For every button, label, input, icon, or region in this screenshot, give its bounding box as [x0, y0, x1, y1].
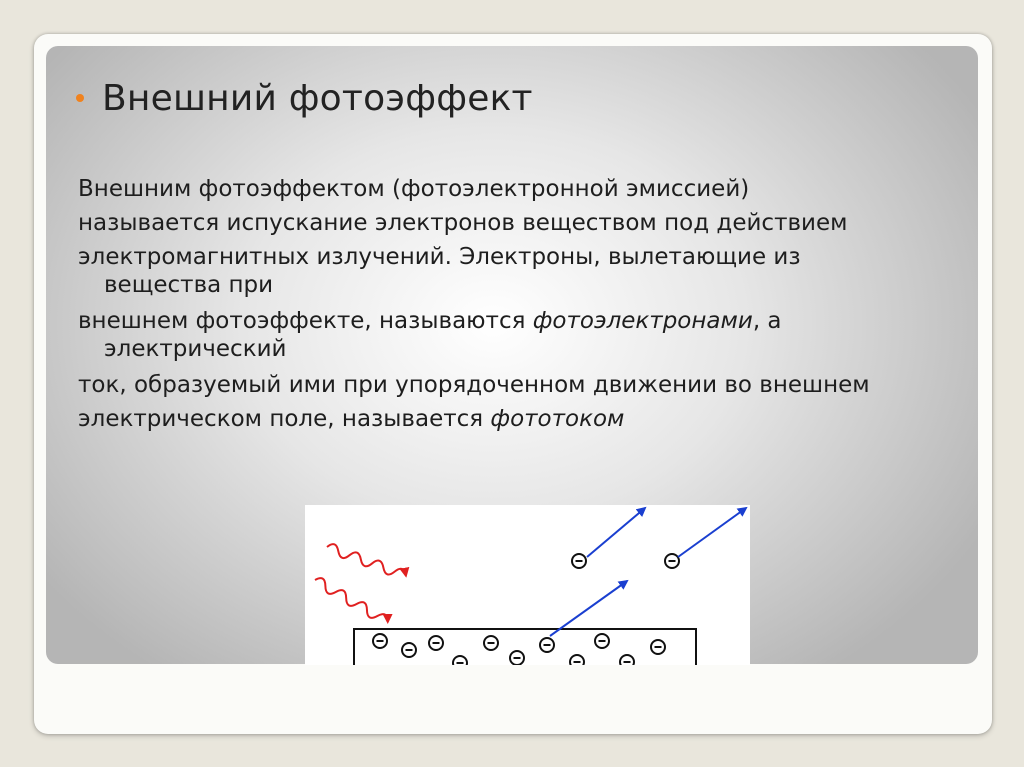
electron-icon [510, 651, 524, 665]
electron-icon [373, 634, 387, 648]
blue-arrow [550, 581, 627, 636]
photoeffect-diagram [305, 505, 750, 665]
body-line: электромагнитных излучений. Электроны, вылетающие из [78, 244, 801, 270]
body-text: , а [752, 308, 782, 334]
bullet-icon [76, 94, 84, 102]
blue-arrow [587, 508, 645, 557]
electron-icon [572, 554, 586, 568]
electron-icon [570, 655, 584, 665]
slide-body [78, 172, 968, 436]
blue-arrow [678, 508, 746, 557]
slide-title: Внешний фотоэффект [102, 77, 533, 119]
electron-icon [620, 655, 634, 665]
diagram-svg [305, 505, 750, 665]
electron-icon [540, 638, 554, 652]
body-line: вещества при [104, 272, 274, 298]
electron-icon [453, 656, 467, 665]
wavy-radiation-arrow [313, 576, 391, 627]
electron-icon [429, 636, 443, 650]
body-line: Внешним фотоэффектом (фотоэлектронной эмиссией) [78, 176, 750, 202]
electron-icon [402, 643, 416, 657]
body-line: ток, образуемый ими при упорядоченном движении во внешнем [78, 372, 870, 398]
title-row [76, 74, 533, 122]
electron-icon [595, 634, 609, 648]
body-text: электрическом поле, называется [78, 406, 491, 432]
body-line [78, 402, 968, 436]
body-text: внешнем фотоэффекте, называются [78, 308, 533, 334]
body-line: электрический [104, 336, 287, 362]
electron-icon [665, 554, 679, 568]
term-photoelectrons: фотоэлектронами [532, 308, 753, 334]
wavy-radiation-arrow [325, 542, 407, 580]
body-line: называется испускание электронов веществом под действием [78, 210, 848, 236]
term-photocurrent: фототоком [490, 406, 625, 432]
electron-icon [651, 640, 665, 654]
electron-icon [484, 636, 498, 650]
